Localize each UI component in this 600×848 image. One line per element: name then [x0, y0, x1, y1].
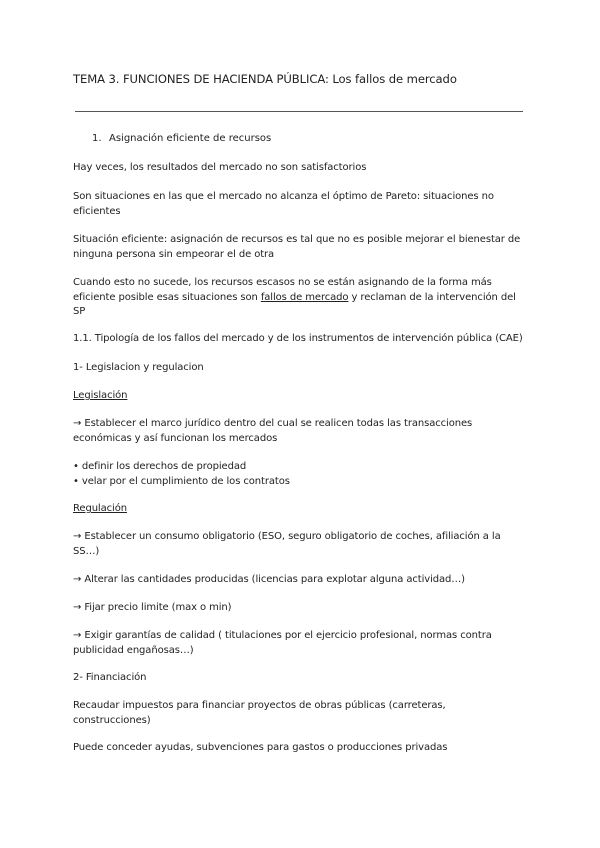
paragraph-2-line-1: Son situaciones en las que el mercado no alcanza el óptimo de Pareto: situaciones no — [73, 191, 494, 202]
paragraph-9: Puede conceder ayudas, subvenciones para gastos o producciones privadas — [73, 742, 448, 753]
title-divider — [75, 111, 523, 112]
legislacion-heading: Legislación — [73, 390, 128, 401]
fallos-de-mercado-link[interactable]: fallos de mercado — [260, 291, 349, 303]
regulacion-item-1 — [73, 530, 528, 559]
section-number: 1. — [92, 133, 102, 144]
regulacion-item-1-line-1: → Establecer un consumo obligatorio (ESO, seguro obligatorio de coches, afiliación a la — [73, 531, 501, 542]
regulacion-item-4-line-2: publicidad engañosas…) — [73, 644, 194, 656]
regulacion-item-2: → Alterar las cantidades producidas (licencias para explotar alguna actividad…) — [73, 574, 465, 585]
paragraph-3-line-1: Situación eficiente: asignación de recursos es tal que no es posible mejorar el bienestar de — [73, 234, 521, 245]
paragraph-7: 2- Financiación — [73, 672, 147, 683]
legislacion-bullet-1: • definir los derechos de propiedad — [73, 461, 247, 472]
paragraph-2 — [73, 190, 528, 219]
paragraph-4-text-before-link: eficiente posible esas situaciones son — [73, 291, 261, 303]
section-heading-1 — [92, 133, 271, 144]
legislacion-item-1-line-2: económicas y así funcionan los mercados — [73, 432, 278, 444]
legislacion-item-1-line-1: → Establecer el marco jurídico dentro del cual se realicen todas las transacciones — [73, 418, 473, 429]
paragraph-3-line-2: ninguna persona sin empeorar el de otra — [73, 248, 275, 260]
paragraph-4-text-after-link: y reclaman de la intervención del — [348, 291, 516, 303]
paragraph-3 — [73, 233, 528, 262]
paragraph-6: 1- Legislacion y regulacion — [73, 362, 204, 373]
legislacion-bullet-2: • velar por el cumplimiento de los contratos — [73, 475, 290, 487]
section-label: Asignación eficiente de recursos — [109, 133, 272, 144]
regulacion-heading: Regulación — [73, 503, 127, 514]
paragraph-4-line-2 — [73, 291, 528, 306]
paragraph-4-line-1: Cuando esto no sucede, los recursos escasos no se están asignando de la forma más — [73, 277, 492, 288]
legislacion-bullets — [73, 460, 528, 489]
paragraph-8 — [73, 699, 528, 728]
regulacion-item-4 — [73, 629, 528, 658]
paragraph-8-line-2: construcciones) — [73, 714, 151, 726]
paragraph-5: 1.1. Tipología de los fallos del mercado y de los instrumentos de intervención pública (CAE) — [73, 333, 523, 344]
paragraph-8-line-1: Recaudar impuestos para financiar proyectos de obras públicas (carreteras, — [73, 700, 446, 711]
document-title: TEMA 3. FUNCIONES DE HACIENDA PÚBLICA: Los fallos de mercado — [73, 72, 457, 86]
legislacion-item-1 — [73, 417, 528, 446]
paragraph-2-line-2: eficientes — [73, 205, 121, 217]
paragraph-1: Hay veces, los resultados del mercado no son satisfactorios — [73, 162, 367, 173]
regulacion-item-1-line-2: SS…) — [73, 545, 100, 557]
paragraph-4-line-3: SP — [73, 306, 86, 317]
regulacion-item-4-line-1: → Exigir garantías de calidad ( titulaciones por el ejercicio profesional, normas contra — [73, 630, 492, 641]
regulacion-item-3: → Fijar precio limite (max o min) — [73, 602, 232, 613]
paragraph-4 — [73, 276, 528, 320]
